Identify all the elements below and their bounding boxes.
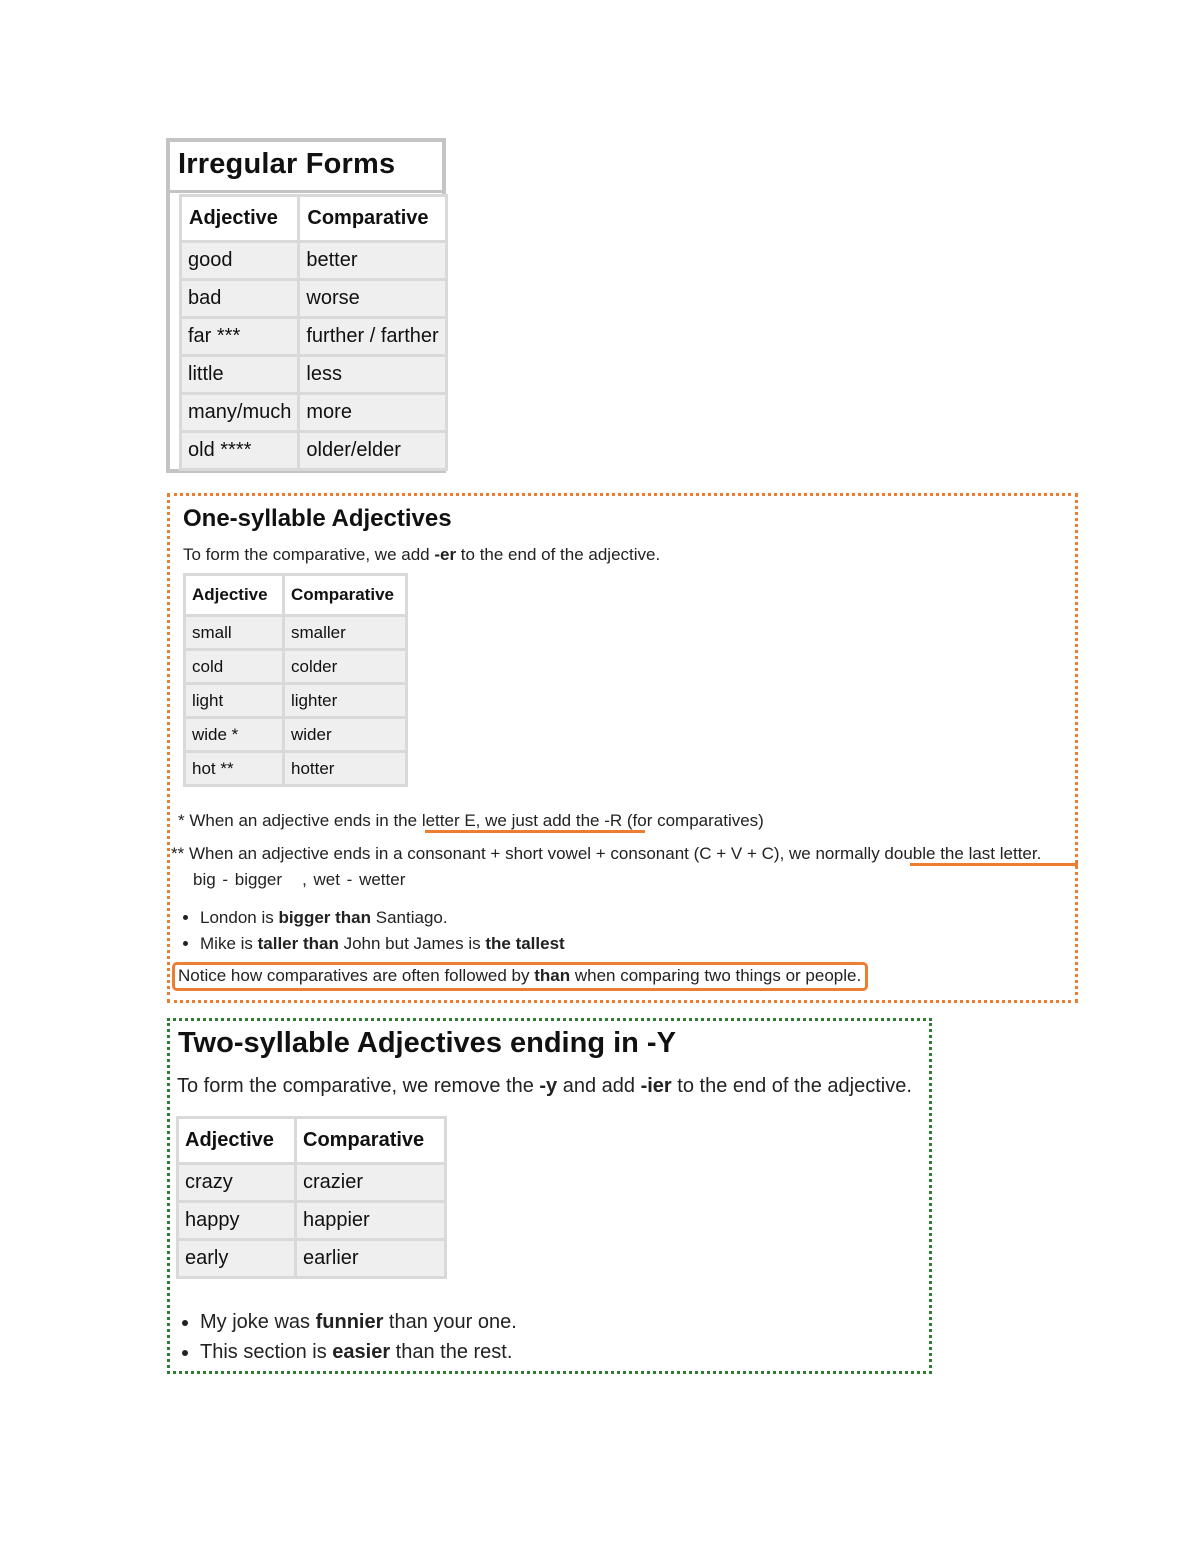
notice-text: Notice how comparatives are often followed by [178, 966, 535, 985]
one-syllable-title: One-syllable Adjectives [183, 505, 452, 532]
intro-text: To form the comparative, we add [183, 545, 435, 564]
table-row [182, 433, 445, 468]
example-text: This section is [200, 1341, 333, 1363]
example-bold: bigger than [278, 908, 372, 927]
notice-bold: than [534, 966, 571, 985]
cell-adjective: good [182, 243, 297, 278]
cell-adjective: wide * [186, 719, 282, 750]
cell-comparative: older/elder [300, 433, 444, 468]
cell-comparative: smaller [285, 617, 405, 648]
two-syllable-title: Two-syllable Adjectives ending in -Y [178, 1027, 676, 1059]
example-text: Mike is [200, 934, 258, 953]
title-divider [170, 190, 442, 193]
header-adjective: Adjective [179, 1119, 294, 1162]
cell-adjective: happy [179, 1203, 294, 1238]
notice-than-callout [172, 962, 868, 991]
two-syllable-table [176, 1116, 447, 1279]
header-comparative: Comparative [285, 576, 405, 614]
two-syllable-examples-list [177, 1307, 517, 1367]
two-syllable-intro [177, 1075, 912, 1098]
irregular-forms-title: Irregular Forms [178, 148, 396, 180]
header-adjective: Adjective [182, 197, 297, 240]
table-row [179, 1203, 444, 1238]
example-text: , wet - wetter [302, 870, 406, 889]
example-text: Santiago. [371, 908, 448, 927]
table-row [186, 719, 405, 750]
cell-adjective: bad [182, 281, 297, 316]
intro-text: To form the comparative, we remove the [177, 1075, 540, 1097]
table-row [182, 395, 445, 430]
cell-comparative: hotter [285, 753, 405, 784]
cell-comparative: colder [285, 651, 405, 682]
list-item [200, 931, 565, 957]
cell-adjective: old **** [182, 433, 297, 468]
example-bold: easier [332, 1341, 391, 1363]
header-adjective: Adjective [186, 576, 282, 614]
intro-suffix: -er [434, 545, 457, 564]
cell-adjective: early [179, 1241, 294, 1276]
irregular-forms-table [179, 194, 448, 471]
header-comparative: Comparative [297, 1119, 444, 1162]
double-letter-examples [193, 870, 405, 890]
list-item [200, 1307, 517, 1337]
list-item [200, 905, 565, 931]
cell-adjective: hot ** [186, 753, 282, 784]
example-text: John but James is [338, 934, 486, 953]
table-header-row [186, 576, 405, 614]
example-bold: taller than [257, 934, 339, 953]
cell-adjective: small [186, 617, 282, 648]
cell-comparative: crazier [297, 1165, 444, 1200]
cell-comparative: earlier [297, 1241, 444, 1276]
example-text: than the rest. [390, 1341, 513, 1363]
annotation-underline [425, 830, 645, 833]
annotation-underline [910, 863, 1078, 866]
table-row [179, 1165, 444, 1200]
notice-text: when comparing two things or people. [570, 966, 862, 985]
intro-bold: -y [539, 1075, 558, 1097]
list-item [200, 1337, 517, 1367]
cell-comparative: less [300, 357, 444, 392]
intro-bold: -ier [640, 1075, 672, 1097]
table-row [186, 685, 405, 716]
cell-adjective: far *** [182, 319, 297, 354]
cell-comparative: lighter [285, 685, 405, 716]
table-row [186, 753, 405, 784]
intro-text: to the end of the adjective. [671, 1075, 912, 1097]
footnote-double-letter: ** When an adjective ends in a consonant + short vowel + consonant (C + V + C), we normally double the last letter. [171, 844, 1042, 863]
cell-adjective: light [186, 685, 282, 716]
cell-comparative: happier [297, 1203, 444, 1238]
one-syllable-table [183, 573, 408, 787]
table-row [182, 281, 445, 316]
intro-text: and add [557, 1075, 641, 1097]
one-syllable-intro [183, 545, 660, 565]
intro-text: to the end of the adjective. [456, 545, 661, 564]
one-syllable-examples-list [178, 905, 565, 957]
example-text: big - bigger [193, 870, 283, 889]
example-bold: funnier [315, 1311, 384, 1333]
table-header-row [179, 1119, 444, 1162]
table-row [186, 651, 405, 682]
table-row [182, 319, 445, 354]
example-text: My joke was [200, 1311, 316, 1333]
cell-adjective: many/much [182, 395, 297, 430]
example-bold: the tallest [485, 934, 565, 953]
cell-comparative: more [300, 395, 444, 430]
table-row [179, 1241, 444, 1276]
cell-comparative: better [300, 243, 444, 278]
cell-adjective: cold [186, 651, 282, 682]
cell-adjective: crazy [179, 1165, 294, 1200]
header-comparative: Comparative [300, 197, 444, 240]
example-text: than your one. [383, 1311, 517, 1333]
two-syllable-box [167, 1018, 932, 1374]
table-header-row [182, 197, 445, 240]
table-row [182, 243, 445, 278]
one-syllable-box [167, 493, 1078, 1003]
cell-comparative: wider [285, 719, 405, 750]
cell-comparative: worse [300, 281, 444, 316]
table-row [182, 357, 445, 392]
table-row [186, 617, 405, 648]
cell-adjective: little [182, 357, 297, 392]
example-text: London is [200, 908, 279, 927]
irregular-forms-box [166, 138, 446, 473]
cell-comparative: further / farther [300, 319, 444, 354]
footnote-letter-e: * When an adjective ends in the letter E, we just add the -R (for comparatives) [178, 811, 764, 830]
